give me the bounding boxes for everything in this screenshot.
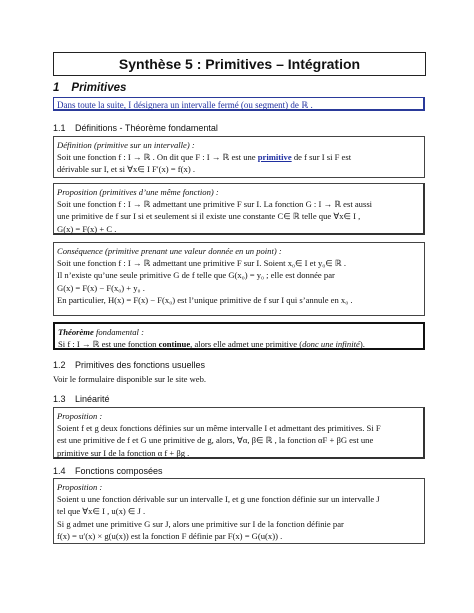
subsection-number: 1.1 <box>53 123 66 133</box>
consequence-line-3: G(x) = F(x) − F(x₀) + y₀ . <box>57 282 145 293</box>
proposition-line-3: G(x) = F(x) + C . <box>57 223 117 234</box>
proposition-heading: Proposition (primitives d’une même fonction) : <box>57 187 219 197</box>
subsection-1-3-heading <box>53 394 110 404</box>
subsection-number: 1.4 <box>53 466 66 476</box>
definition-text: de f sur I si F est <box>293 152 352 163</box>
definition-text: Soit une fonction f : I → ℝ . On dit que F : I → ℝ est une <box>57 152 256 163</box>
subsection-number: 1.2 <box>53 360 66 370</box>
proposition-line-2: tel que ∀x∈ I , u(x) ∈ J . <box>57 506 146 517</box>
intro-note: Dans toute la suite, I désignera un intervalle fermé (ou segment) de ℝ . <box>53 97 425 111</box>
consequence-box <box>53 242 425 316</box>
theorem-line-1 <box>58 338 420 350</box>
formulaire-note: Voir le formulaire disponible sur le site web. <box>53 374 207 384</box>
definition-line-1 <box>57 151 421 163</box>
definition-box <box>53 136 425 178</box>
proposition-primitives-box <box>53 183 425 235</box>
proposition-line-4: f(x) = u′(x) × g(u(x)) est la fonction F définie par F(x) = G(u(x)) . <box>57 530 283 541</box>
section-number: 1 <box>53 82 60 94</box>
proposition-heading: Proposition : <box>57 482 103 492</box>
proposition-line-1: Soit une fonction f : I → ℝ admettant une primitive F sur I. La fonction G : I → ℝ est aussi <box>57 199 373 210</box>
subsection-title: Linéarité <box>75 394 110 404</box>
theorem-italic: donc une infinité <box>302 339 360 350</box>
subsection-1-1-heading <box>53 123 218 133</box>
proposition-linearity-box <box>53 407 425 459</box>
subsection-1-2-heading <box>53 360 205 370</box>
subsection-title: Fonctions composées <box>75 466 163 476</box>
primitive-keyword: primitive <box>257 152 292 163</box>
proposition-line-2: est une primitive de f et G une primitive de g, alors, ∀α, β∈ ℝ , la fonction αF + βG est une <box>57 435 374 446</box>
page-title: Synthèse 5 : Primitives – Intégration <box>53 52 426 76</box>
theorem-heading <box>58 326 420 338</box>
consequence-line-1: Soit une fonction f : I → ℝ admettant une primitive F sur I. Soient x₀∈ I et y₀∈ ℝ . <box>57 258 347 269</box>
theorem-text: ). <box>359 339 365 350</box>
proposition-heading: Proposition : <box>57 411 103 421</box>
proposition-line-1: Soient u une fonction dérivable sur un intervalle I, et g une fonction définie sur un intervalle J <box>57 494 380 505</box>
subsection-title: Définitions - Théorème fondamental <box>75 123 218 133</box>
subsection-title: Primitives des fonctions usuelles <box>75 360 206 370</box>
proposition-line-3: primitive sur I de la fonction α f + βg . <box>57 447 190 458</box>
proposition-line-1: Soient f et g deux fonctions définies sur un même intervalle I et admettant des primitives. Si F <box>57 423 381 434</box>
theorem-text: Si f : I → ℝ est une fonction <box>58 339 157 350</box>
proposition-line-3: Si g admet une primitive G sur J, alors une primitive sur I de la fonction définie par <box>57 518 344 529</box>
section-1-heading <box>53 82 126 94</box>
subsection-number: 1.3 <box>53 394 66 404</box>
section-title: Primitives <box>71 82 127 94</box>
continue-keyword: continue <box>158 339 191 350</box>
consequence-line-2: Il n’existe qu’une seule primitive G de f telle que G(x₀) = y₀ ; elle est donnée par <box>57 270 335 281</box>
theorem-box <box>53 322 425 350</box>
theorem-label: Théorème <box>58 327 94 337</box>
proposition-line-2: une primitive de f sur I si et seulement si il existe une constante C∈ ℝ telle que ∀x∈ I , <box>57 211 361 222</box>
theorem-text: , alors elle admet une primitive ( <box>190 339 303 350</box>
subsection-1-4-heading <box>53 466 163 476</box>
definition-line-2: dérivable sur I, et si ∀x∈ I F′(x) = f(x) . <box>57 164 195 175</box>
consequence-line-4: En particulier, H(x) = F(x) − F(x₀) est l’unique primitive de f sur I qui s’annule en x₀ . <box>57 294 353 305</box>
definition-heading: Définition (primitive sur un intervalle) : <box>57 140 195 150</box>
consequence-heading: Conséquence (primitive prenant une valeur donnée en un point) : <box>57 246 282 256</box>
proposition-composition-box <box>53 478 425 544</box>
theorem-label-suffix: fondamental : <box>93 327 144 337</box>
